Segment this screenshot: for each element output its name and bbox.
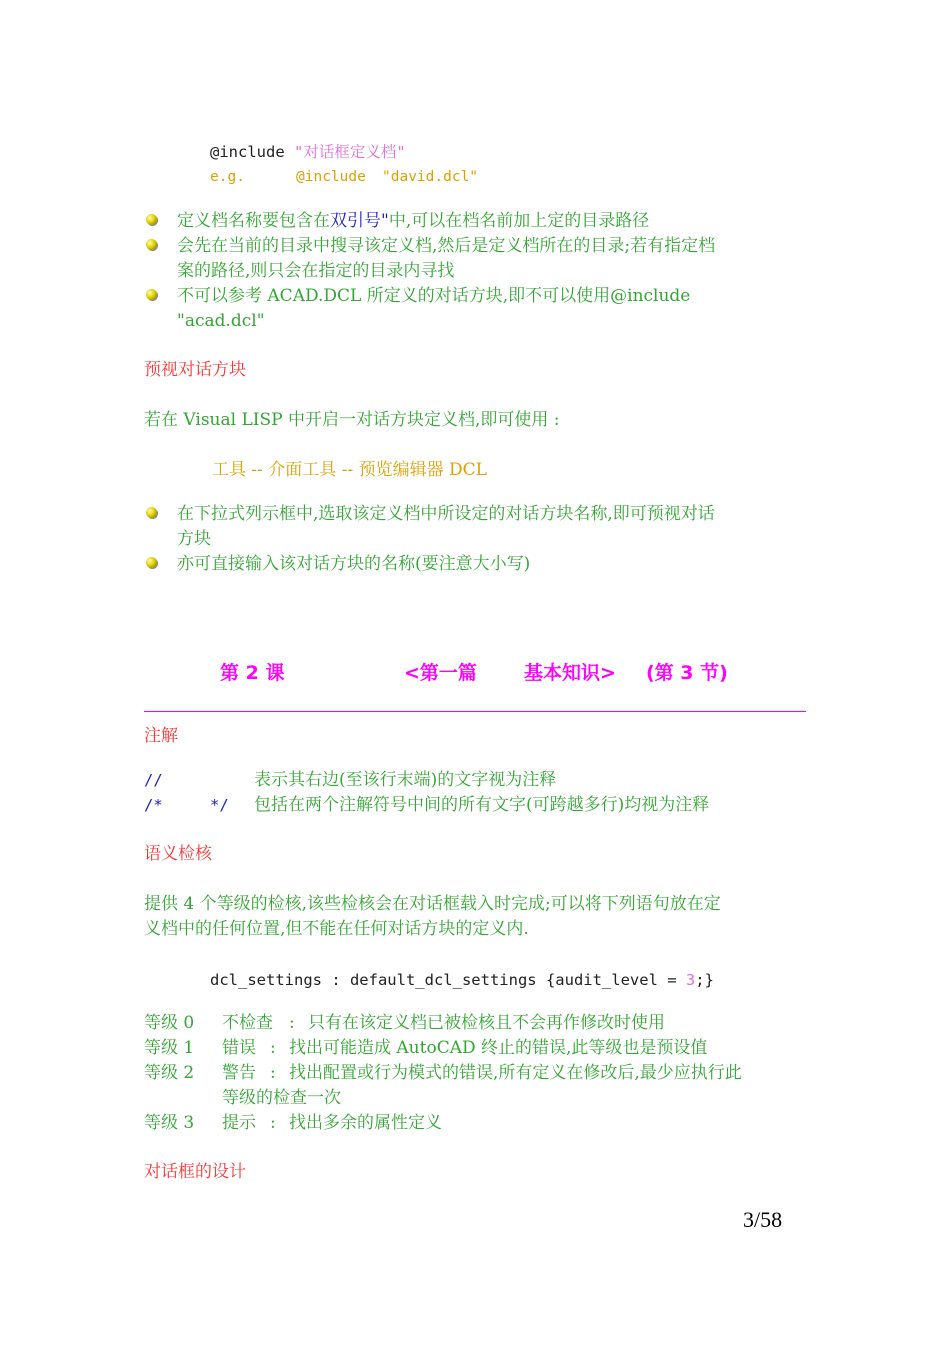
level-label: 等级 2	[144, 1063, 195, 1083]
design-heading: 对话框的设计	[144, 1162, 246, 1182]
level-label: 等级 3	[144, 1113, 195, 1133]
include-example-line	[210, 165, 479, 189]
bullet-item-dropdown: 在下拉式列示框中,选取该定义档中所设定的对话方块名称,即可预视对话	[177, 504, 715, 524]
audit-code	[210, 968, 714, 992]
level-sep: :	[270, 1038, 276, 1058]
code-text: ;}	[695, 971, 714, 989]
preview-heading: 预视对话方块	[144, 360, 246, 380]
level-name: 提示	[222, 1113, 256, 1133]
level-desc: 找出可能造成 AutoCAD 终止的错误,此等级也是预设值	[289, 1038, 708, 1058]
level-desc: 找出配置或行为模式的错误,所有定义在修改后,最少应执行此	[289, 1063, 742, 1083]
topic-label: 基本知识>	[524, 662, 616, 684]
level-name: 警告	[222, 1063, 256, 1083]
page-number: 3/58	[743, 1207, 783, 1232]
bullet-item-acad: 不可以参考 ACAD.DCL 所定义的对话方块,即不可以使用@include	[177, 286, 691, 306]
example-filename: "david.dcl"	[382, 169, 479, 185]
code-number: 3	[685, 971, 696, 989]
bullet-item-quotes	[177, 209, 649, 233]
comment-symbol-line: //	[144, 771, 163, 789]
bullet-item-search-cont: 案的路径,则只会在指定的目录内寻找	[177, 261, 455, 281]
audit-heading: 语义检核	[144, 844, 212, 864]
comment-symbol-block-open: /*	[144, 796, 163, 814]
bullet-highlight: 双引号"	[330, 211, 389, 231]
comment-desc-block: 包括在两个注解符号中间的所有文字(可跨越多行)均视为注释	[254, 795, 710, 815]
include-line	[210, 140, 406, 164]
bullet-icon	[146, 507, 157, 518]
bullet-item-search: 会先在当前的目录中搜寻该定义档,然后是定义档所在的目录;若有指定档	[177, 236, 716, 256]
level-desc: 只有在该定义档已被检核且不会再作修改时使用	[308, 1013, 665, 1033]
example-label: e.g.	[210, 169, 245, 185]
bullet-icon	[146, 557, 157, 568]
preview-intro: 若在 Visual LISP 中开启一对话方块定义档,即可使用 :	[144, 410, 560, 430]
bullet-item-dropdown-cont: 方块	[177, 529, 211, 549]
preview-menu-path: 工具 -- 介面工具 -- 预览编辑器 DCL	[212, 460, 487, 480]
comment-heading: 注解	[144, 726, 178, 746]
level-desc: 找出多余的属性定义	[289, 1113, 442, 1133]
code-text: dcl_settings : default_dcl_settings {audit_level =	[210, 971, 686, 989]
bullet-item-acad-cont: "acad.dcl"	[177, 311, 265, 331]
bullet-icon	[146, 214, 157, 225]
section-divider	[144, 711, 806, 712]
level-name: 错误	[222, 1038, 256, 1058]
bullet-item-direct: 亦可直接输入该对话方块的名称(要注意大小写)	[177, 554, 531, 574]
level-sep: :	[270, 1063, 276, 1083]
audit-intro-cont: 义档中的任何位置,但不能在任何对话方块的定义内.	[144, 919, 529, 939]
include-keyword: @include	[210, 143, 285, 161]
example-keyword: @include	[296, 169, 366, 185]
node-label: (第 3 节)	[646, 662, 728, 684]
audit-intro: 提供 4 个等级的检核,该些检核会在对话框载入时完成;可以将下列语句放在定	[144, 894, 721, 914]
level-sep: :	[270, 1113, 276, 1133]
bullet-text: 中,可以在档名前加上定的目录路径	[388, 211, 650, 231]
level-label: 等级 1	[144, 1038, 195, 1058]
lesson-label: 第 2 课	[220, 662, 285, 684]
bullet-icon	[146, 289, 157, 300]
bullet-icon	[146, 239, 157, 250]
level-label: 等级 0	[144, 1013, 195, 1033]
level-sep: :	[289, 1013, 295, 1033]
comment-desc-line: 表示其右边(至该行末端)的文字视为注释	[254, 770, 557, 790]
part-label: <第一篇	[404, 662, 477, 684]
level-desc-cont: 等级的检查一次	[222, 1088, 341, 1108]
bullet-text: 定义档名称要包含在	[177, 211, 330, 231]
comment-symbol-block-close: */	[210, 796, 229, 814]
level-name: 不检查	[222, 1013, 273, 1033]
include-filename: "对话框定义档"	[294, 143, 406, 161]
